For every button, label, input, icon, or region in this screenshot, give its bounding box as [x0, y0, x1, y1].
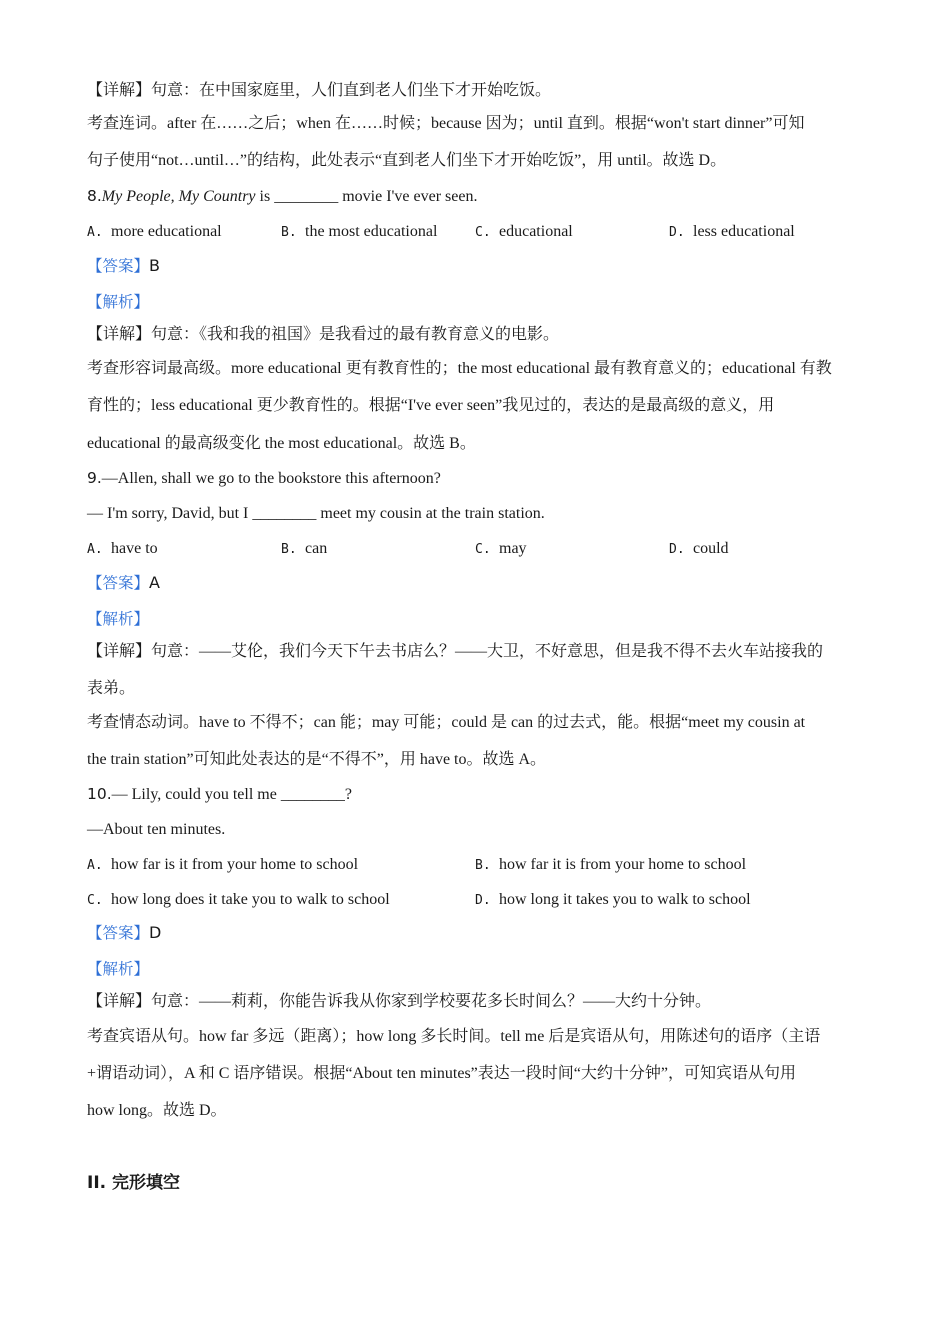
q9-stem-line2: — I'm sorry, David, but I ________ meet my cousin at the train station.	[87, 505, 545, 522]
q8-option-c[interactable]: C. educational	[475, 223, 573, 240]
q8-option-a[interactable]: A. more educational	[87, 223, 222, 240]
q9-option-d[interactable]: D. could	[669, 540, 729, 557]
q10-analysis-label: 【解析】	[87, 960, 150, 978]
answer-label: 【答案】	[87, 574, 150, 592]
q10-option-b[interactable]: B. how far it is from your home to school	[475, 856, 747, 873]
q10-option-d[interactable]: D. how long it takes you to walk to school	[475, 891, 751, 908]
q10-explanation-line1: 考查宾语从句。how far 多远（距离）；how long 多长时间。tell me 后是宾语从句，用陈述句的语序（主语	[87, 1028, 821, 1045]
q8-detail: 【详解】句意：《我和我的祖国》是我看过的最有教育意义的电影。	[87, 326, 560, 343]
q10-option-c[interactable]: C. how long does it take you to walk to school	[87, 891, 390, 908]
q9-analysis-label: 【解析】	[87, 610, 150, 628]
q10-option-a[interactable]: A. how far is it from your home to school	[87, 856, 359, 873]
q8-stem	[87, 186, 477, 207]
q9-detail-line2: 表弟。	[87, 680, 136, 697]
q8-option-b[interactable]: B. the most educational	[281, 223, 438, 240]
answer-value: A	[149, 573, 160, 592]
q8-explanation-line3: educational 的最高级变化 the most educational。故选 B。	[87, 435, 476, 452]
q9-option-b[interactable]: B. can	[281, 540, 328, 557]
q8-option-d[interactable]: D. less educational	[669, 223, 795, 240]
q10-stem-line2: —About ten minutes.	[87, 821, 226, 838]
q7-detail: 【详解】句意：在中国家庭里，人们直到老人们坐下才开始吃饭。	[87, 82, 552, 99]
q10-detail: 【详解】句意：——莉莉，你能告诉我从你家到学校要花多长时间么？——大约十分钟。	[87, 993, 712, 1010]
answer-label: 【答案】	[87, 924, 150, 942]
q8-movie-title: My People, My Country	[101, 188, 256, 205]
q10-explanation-line3: how long。故选 D。	[87, 1102, 227, 1119]
q9-option-c[interactable]: C. may	[475, 540, 527, 557]
q8-explanation-line1: 考查形容词最高级。more educational 更有教育性的；the most educational 最有教育意义的；educational 有教	[87, 360, 832, 377]
q9-detail-line1: 【详解】句意：——艾伦，我们今天下午去书店么？——大卫，不好意思，但是我不得不去火车站接我的	[87, 643, 824, 660]
q7-explanation-line2: 句子使用“not…until…”的结构，此处表示“直到老人们坐下才开始吃饭”，用 until。故选 D。	[87, 152, 727, 169]
answer-label: 【答案】	[87, 257, 150, 275]
q10-answer	[87, 923, 161, 944]
q7-explanation-line1: 考查连词。after 在……之后；when 在……时候；because 因为；until 直到。根据“won't start dinner”可知	[87, 115, 805, 132]
section-heading: II. 完形填空	[87, 1173, 181, 1193]
q8-answer	[87, 256, 160, 277]
q9-option-a[interactable]: A. have to	[87, 540, 158, 557]
q9-number: 9.	[87, 469, 102, 487]
answer-value: B	[149, 256, 160, 275]
q9-stem-line1: 9.—Allen, shall we go to the bookstore this afternoon?	[87, 469, 441, 487]
q8-analysis-label: 【解析】	[87, 293, 150, 311]
q10-stem-line1: 10.— Lily, could you tell me ________?	[87, 785, 352, 803]
q9-explanation-line2: the train station”可知此处表达的是“不得不”，用 have to。故选 A。	[87, 751, 547, 768]
q9-explanation-line1: 考查情态动词。have to 不得不；can 能；may 可能；could 是 can 的过去式，能。根据“meet my cousin at	[87, 714, 806, 731]
q10-number: 10.	[87, 785, 112, 803]
answer-value: D	[149, 923, 162, 942]
q8-stem-text: is ________ movie I've ever seen.	[255, 188, 478, 205]
q9-answer	[87, 573, 160, 594]
q8-number: 8.	[87, 187, 102, 205]
q10-explanation-line2: +谓语动词），A 和 C 语序错误。根据“About ten minutes”表达一段时间“大约十分钟”，可知宾语从句用	[87, 1065, 796, 1082]
q8-explanation-line2: 育性的；less educational 更少教育性的。根据“I've ever seen”我见过的，表达的是最高级的意义，用	[87, 397, 775, 414]
